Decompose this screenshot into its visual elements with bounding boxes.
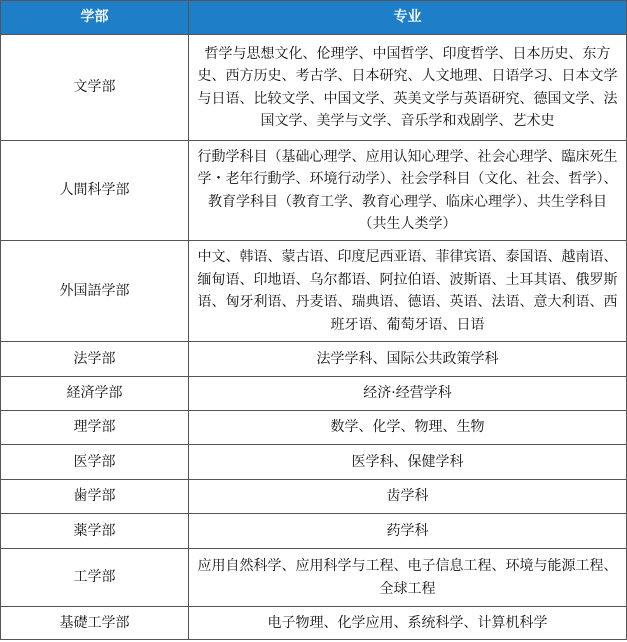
faculty-cell: 薬学部 — [1, 514, 189, 549]
header-faculty: 学部 — [1, 1, 189, 35]
table-row — [1, 377, 627, 411]
table-row — [1, 514, 627, 549]
majors-cell: 药学科 — [189, 514, 627, 549]
table-row — [1, 35, 627, 141]
faculty-cell: 歯学部 — [1, 480, 189, 514]
majors-cell: 医学科、保健学科 — [189, 445, 627, 480]
table-row — [1, 141, 627, 241]
table-row — [1, 241, 627, 342]
faculty-cell: 工学部 — [1, 549, 189, 607]
table-row — [1, 607, 627, 640]
majors-cell: 经济·经营学科 — [189, 377, 627, 411]
faculty-cell: 経済学部 — [1, 377, 189, 411]
header-major: 专业 — [189, 1, 627, 35]
majors-cell: 齿学科 — [189, 480, 627, 514]
majors-cell: 数学、化学、物理、生物 — [189, 411, 627, 445]
table-row — [1, 480, 627, 514]
faculty-cell: 人間科学部 — [1, 141, 189, 241]
faculty-cell: 基礎工学部 — [1, 607, 189, 640]
majors-cell: 电子物理、化学应用、系统科学、计算机科学 — [189, 607, 627, 640]
majors-cell: 行動学科目（基础心理学、应用认知心理学、社会心理学、臨床死生学・老年行動学、环境行动学）、社会学科目（文化、社会、哲学）、教育学科目（教育工学、教育心理学、临床心理学）、共生学科目（共生人类学） — [189, 141, 627, 241]
faculty-cell: 外国語学部 — [1, 241, 189, 342]
table-row — [1, 445, 627, 480]
faculty-cell: 文学部 — [1, 35, 189, 141]
majors-cell: 法学学科、国际公共政策学科 — [189, 342, 627, 377]
table-row — [1, 411, 627, 445]
table-row — [1, 549, 627, 607]
table-row — [1, 342, 627, 377]
faculty-cell: 法学部 — [1, 342, 189, 377]
majors-cell: 哲学与思想文化、伦理学、中国哲学、印度哲学、日本历史、东方史、西方历史、考古学、日本研究、人文地理、日语学习、日本文学与日语、比较文学、中国文学、英美文学与英语研究、德国文学、法国文学、美学与文学、音乐学和戏剧学、艺术史 — [189, 35, 627, 141]
faculty-cell: 理学部 — [1, 411, 189, 445]
faculty-cell: 医学部 — [1, 445, 189, 480]
majors-cell: 应用自然科学、应用科学与工程、电子信息工程、环境与能源工程、全球工程 — [189, 549, 627, 607]
table-header-row — [1, 1, 627, 35]
majors-cell: 中文、韩语、蒙古语、印度尼西亚语、菲律宾语、泰国语、越南语、缅甸语、印地语、乌尔都语、阿拉伯语、波斯语、土耳其语、俄罗斯语、匈牙利语、丹麦语、瑞典语、德语、英语、法语、意大利语、西班牙语、葡萄牙语、日语 — [189, 241, 627, 342]
